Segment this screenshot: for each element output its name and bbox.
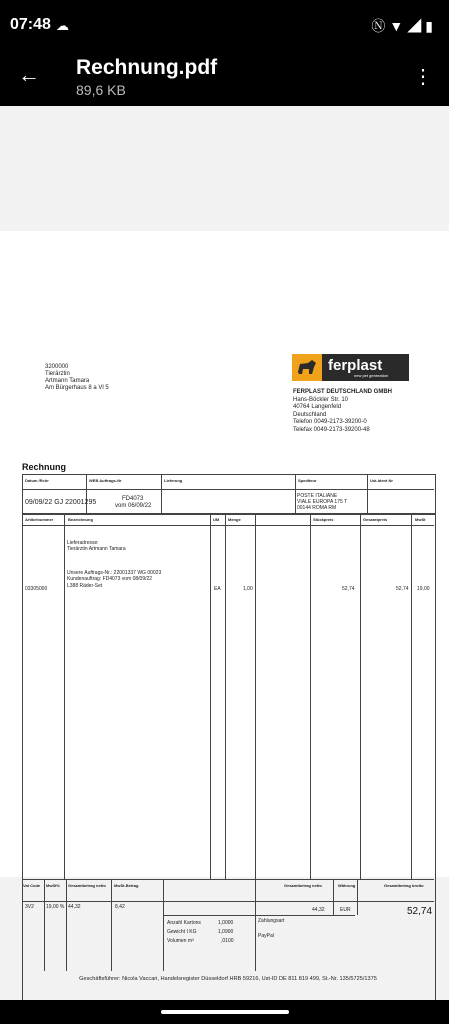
item-description: L388 Räder-Set xyxy=(67,583,103,589)
divider xyxy=(22,879,434,880)
divider xyxy=(163,915,355,916)
pack-gewicht-label: Gewicht I KG xyxy=(167,929,197,935)
signal-icon: ◢ xyxy=(407,18,426,34)
cloud-icon: ☁ xyxy=(56,18,69,33)
foot-mwst-label: MwSt% xyxy=(46,883,60,888)
status-time: 07:48 xyxy=(10,16,51,33)
foot-brutto-label: Gesamtbetrag brutto xyxy=(384,883,424,888)
pdf-viewer[interactable] xyxy=(0,106,449,1000)
more-options-icon[interactable]: ⋮ xyxy=(413,66,433,88)
foot-vatcode: 3V2 xyxy=(25,904,34,910)
ferplast-logo: ferplast new pet generation xyxy=(292,354,409,381)
navigation-bar xyxy=(0,1000,449,1024)
pack-kartons-label: Anzahl Kartons xyxy=(167,920,201,926)
label-lieferung: Lieferung xyxy=(164,478,183,483)
col-gesamt: Gesamtpreis xyxy=(363,517,388,522)
pack-kartons: 1,0000 xyxy=(218,920,234,926)
item-stueckpreis: 52,74 xyxy=(342,586,355,592)
invoice-title: Rechnung xyxy=(22,462,66,472)
col-artikel: Artikelnummer xyxy=(25,517,54,522)
foot-waehrung: EUR xyxy=(340,907,351,913)
col-menge: Menge xyxy=(228,517,241,522)
company-address: FERPLAST DEUTSCHLAND GMBH Hans-Böckler Str. 10 40764 Langenfeld Deutschland Telefon 0049-2173-39200-0 Telefax 0049-2173-39200-48 xyxy=(293,389,392,433)
value-sped-1: POSTE ITALIANE xyxy=(297,493,338,499)
item-mwst: 19,00 xyxy=(417,586,430,592)
col-mwst: MwSt xyxy=(415,517,426,522)
foot-gesnetto-label: Gesamtbetrag netto xyxy=(284,883,322,888)
payment-label: Zahlungsart xyxy=(258,918,285,924)
divider xyxy=(360,513,361,879)
item-menge: 1,00 xyxy=(243,586,253,592)
delivery-label: Lieferadresse: xyxy=(67,540,99,546)
value-datum: 09/09/22 GJ 22001295 xyxy=(25,499,97,506)
status-bar xyxy=(0,0,449,52)
foot-mwstbetrag: 8,42 xyxy=(115,904,125,910)
nfc-icon: Ⓝ xyxy=(371,18,390,34)
file-size: 89,6 KB xyxy=(76,82,126,98)
pdf-page xyxy=(0,231,449,982)
order-number: Unsere Auftrags-Nr.: 22001337 WG 00023 xyxy=(67,570,162,576)
divider xyxy=(295,474,296,513)
value-web-2: vom 06/09/22 xyxy=(115,503,152,509)
label-web: WEB Auftrags-Nr xyxy=(89,478,122,483)
label-datum: Datum /Rchr xyxy=(25,478,49,483)
divider xyxy=(22,489,434,490)
dog-logo-icon xyxy=(292,354,322,381)
item-article: 03305000 xyxy=(25,586,48,592)
item-gesamtpreis: 52,74 xyxy=(396,586,409,592)
divider xyxy=(333,879,334,915)
foot-brutto: 52,74 xyxy=(407,906,433,917)
divider xyxy=(111,879,112,971)
customer-order: Kundenauftrag: FD4073 vom 08/09/22 xyxy=(67,576,153,582)
app-bar xyxy=(0,52,449,106)
value-sped-2: VIALE EUROPA 175 T xyxy=(297,499,348,505)
payment-method: PayPal xyxy=(258,933,274,939)
divider xyxy=(225,513,226,879)
document-title: Rechnung.pdf xyxy=(76,56,218,79)
value-sped-3: 00144 ROMA RM xyxy=(297,505,337,511)
pack-volumen: ,0100 xyxy=(221,938,234,944)
home-gesture-handle[interactable] xyxy=(161,1010,289,1014)
divider xyxy=(66,879,67,971)
divider xyxy=(22,901,434,902)
value-web-1: FD4073 xyxy=(122,496,144,502)
battery-icon: ▮ xyxy=(425,18,437,34)
foot-vatcode-label: Vat Code xyxy=(23,883,41,888)
wifi-icon: ▼ xyxy=(389,18,408,34)
divider xyxy=(163,879,164,971)
divider xyxy=(255,513,256,879)
col-um: UM xyxy=(213,517,220,522)
divider xyxy=(367,474,368,513)
divider xyxy=(357,879,358,915)
col-stueck: Stückpreis xyxy=(313,517,334,522)
divider xyxy=(86,474,87,513)
divider xyxy=(44,879,45,971)
legal-footer: Geschäftsführer: Nicola Vaccari, Handelsregister Düsseldorf HRB 59216, Ust-ID DE 811 819 499, St.-Nr. 135/5725/1375 xyxy=(79,976,377,982)
back-arrow-icon[interactable]: ← xyxy=(18,62,40,87)
status-icons xyxy=(371,16,437,36)
foot-gesnetto: 44,32 xyxy=(312,907,325,913)
delivery-name: Tierärztin Artmann Tamara xyxy=(67,546,126,552)
item-um: EA xyxy=(214,586,221,592)
divider xyxy=(22,525,434,526)
foot-netto-label: Gesamtbetrag netto xyxy=(68,883,106,888)
pack-gewicht: 1,0900 xyxy=(218,929,234,935)
pack-volumen-label: Volumen m³ xyxy=(167,938,194,944)
divider xyxy=(64,513,65,879)
foot-mwstbetrag-label: MwSt-Betrag xyxy=(114,883,139,888)
divider xyxy=(161,474,162,513)
label-ustid: Ust-Ident Nr xyxy=(370,478,393,483)
divider xyxy=(411,513,412,879)
col-bezeichnung: Bezeichnung xyxy=(68,517,93,522)
foot-netto: 44,32 xyxy=(68,904,81,910)
label-spediteur: Spediteur xyxy=(298,478,317,483)
divider xyxy=(255,879,256,971)
divider xyxy=(210,513,211,879)
foot-waehrung-label: Währung xyxy=(338,883,356,888)
divider xyxy=(310,513,311,879)
foot-mwst: 19,00 % xyxy=(46,904,65,910)
customer-address: 3200000 Tierärztin Artmann Tamara Am Bürgerhaus 8 a Vl 5 xyxy=(45,364,109,391)
